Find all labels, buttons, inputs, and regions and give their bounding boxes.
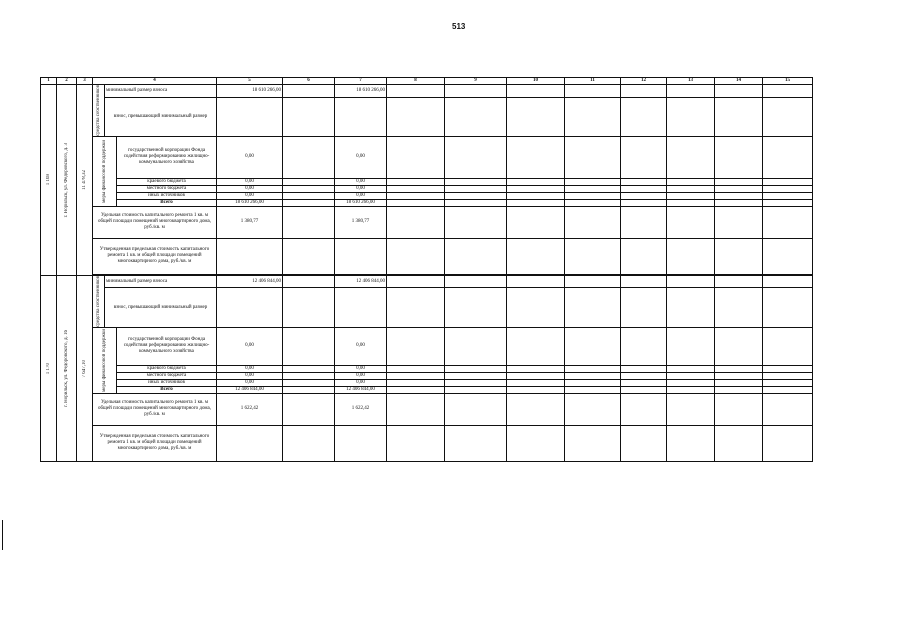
unit-cost-c5: 1 622,42	[217, 393, 283, 425]
krai-c5: 0,00	[217, 365, 283, 372]
total-label: Всего	[117, 386, 217, 393]
col-header: 6	[283, 78, 335, 85]
col-header: 13	[667, 78, 715, 85]
area-cell	[77, 275, 93, 461]
unit-cost-c5: 1 380,77	[217, 206, 283, 238]
fund-c5: 0,00	[217, 327, 283, 365]
table-row	[41, 136, 813, 178]
krai-c7: 0,00	[335, 178, 387, 185]
min-fee-label: минимальный размер взноса	[105, 275, 217, 288]
total-c5: 12 406 844,00	[217, 386, 283, 393]
table-row	[41, 461, 813, 462]
owners-group-label: средства собственников	[95, 85, 101, 136]
table-row	[41, 192, 813, 199]
house-address: г. Норильск, ул. Федоровского, д. 16	[63, 330, 69, 407]
other-c7: 0,00	[335, 192, 387, 199]
krai-c5: 0,00	[217, 178, 283, 185]
excess-fee-label: взнос, превышающий минимальный размер	[105, 97, 217, 136]
krai-c7: 0,00	[335, 365, 387, 372]
other-label: иных источников	[117, 192, 217, 199]
local-c7: 0,00	[335, 185, 387, 192]
col-header: 14	[715, 78, 763, 85]
support-group-cell	[93, 327, 117, 393]
support-group-label: меры финансовой поддержки	[101, 139, 107, 203]
unit-cost-label: Удельная стоимость капитального ремонта 1 кв. м общей площади помещений многоквартирного дома, руб./кв. м	[93, 206, 217, 238]
house-number-cell	[41, 85, 57, 276]
table-row	[41, 327, 813, 365]
support-group-cell	[93, 136, 117, 206]
krai-label: краевого бюджета	[117, 178, 217, 185]
table-row	[41, 372, 813, 379]
address-cell	[57, 275, 77, 461]
house-area: 7 647,10	[81, 359, 87, 378]
fund-label: государственной корпорации Фонда содействия реформированию жилищно-коммунального хозяйства	[117, 327, 217, 365]
fund-c5: 0,00	[217, 136, 283, 178]
owners-group-cell	[93, 85, 105, 137]
col-header: 5	[217, 78, 283, 85]
owners-group-cell	[93, 275, 105, 327]
fund-c7: 0,00	[335, 327, 387, 365]
house-address: г. Норильск, ул. Федоровского, д. 3	[63, 142, 69, 218]
unit-cost-c7: 1 622,42	[335, 393, 387, 425]
support-group-label: меры финансовой поддержки	[101, 328, 107, 392]
area-cell	[77, 85, 93, 276]
col-header: 10	[507, 78, 565, 85]
min-fee-label: минимальный размер взноса	[105, 85, 217, 98]
min-fee-c5: 12 406 844,00	[217, 275, 283, 288]
col-header: 7	[335, 78, 387, 85]
col-header: 15	[763, 78, 813, 85]
local-label: местного бюджета	[117, 185, 217, 192]
min-fee-c7: 18 610 266,00	[335, 85, 387, 98]
total-c7: 18 610 266,00	[335, 199, 387, 206]
other-c7: 0,00	[335, 379, 387, 386]
page-number: 513	[452, 22, 466, 31]
col-header: 2	[57, 78, 77, 85]
min-fee-c5: 18 610 266,00	[217, 85, 283, 98]
col-header: 9	[445, 78, 507, 85]
house-number: 1 170	[45, 362, 51, 375]
fund-label: государственной корпорации Фонда содействия реформированию жилищно-коммунального хозяйства	[117, 136, 217, 178]
col-header: 11	[565, 78, 621, 85]
house-number-cell	[41, 275, 57, 461]
house-area: 11 478,32	[81, 170, 87, 190]
krai-label: краевого бюджета	[117, 365, 217, 372]
unit-cost-c7: 1 380,77	[335, 206, 387, 238]
min-fee-c7: 12 406 844,00	[335, 275, 387, 288]
table-row	[41, 85, 813, 98]
local-c5: 0,00	[217, 185, 283, 192]
col-header: 1	[41, 78, 57, 85]
local-c5: 0,00	[217, 372, 283, 379]
margin-mark	[2, 520, 3, 550]
col-header: 3	[77, 78, 93, 85]
total-c5: 18 610 266,00	[217, 199, 283, 206]
table-row	[41, 185, 813, 192]
other-c5: 0,00	[217, 379, 283, 386]
house-number: 1 169	[45, 174, 51, 186]
total-c7: 12 406 844,00	[335, 386, 387, 393]
address-cell	[57, 85, 77, 276]
col-header: 12	[621, 78, 667, 85]
local-c7: 0,00	[335, 372, 387, 379]
table-row	[41, 178, 813, 185]
table-row	[41, 393, 813, 425]
table-row	[41, 199, 813, 206]
local-label: местного бюджета	[117, 372, 217, 379]
excess-fee-label: взнос, превышающий минимальный размер	[105, 288, 217, 327]
table-row	[41, 206, 813, 238]
other-c5: 0,00	[217, 192, 283, 199]
col-header: 4	[93, 78, 217, 85]
capital-repair-table	[40, 77, 813, 462]
unit-cost-label: Удельная стоимость капитального ремонта 1 кв. м общей площади помещений многоквартирного дома, руб./кв. м	[93, 393, 217, 425]
table-row	[41, 97, 813, 136]
other-label: иных источников	[117, 379, 217, 386]
limit-cost-label: Утвержденная предельная стоимость капитального ремонта 1 кв. м общей площади помещений многоквартирного дома, руб./кв. м	[93, 238, 217, 274]
table-row	[41, 275, 813, 288]
table-row	[41, 238, 813, 274]
owners-group-label: средства собственников	[95, 275, 101, 327]
table-row	[41, 425, 813, 461]
total-label: Всего	[117, 199, 217, 206]
table-row	[41, 379, 813, 386]
table-row	[41, 386, 813, 393]
table-row	[41, 288, 813, 327]
header-row	[41, 78, 813, 85]
fund-c7: 0,00	[335, 136, 387, 178]
col-header: 8	[387, 78, 445, 85]
table-row	[41, 365, 813, 372]
limit-cost-label: Утвержденная предельная стоимость капитального ремонта 1 кв. м общей площади помещений многоквартирного дома, руб./кв. м	[93, 425, 217, 461]
